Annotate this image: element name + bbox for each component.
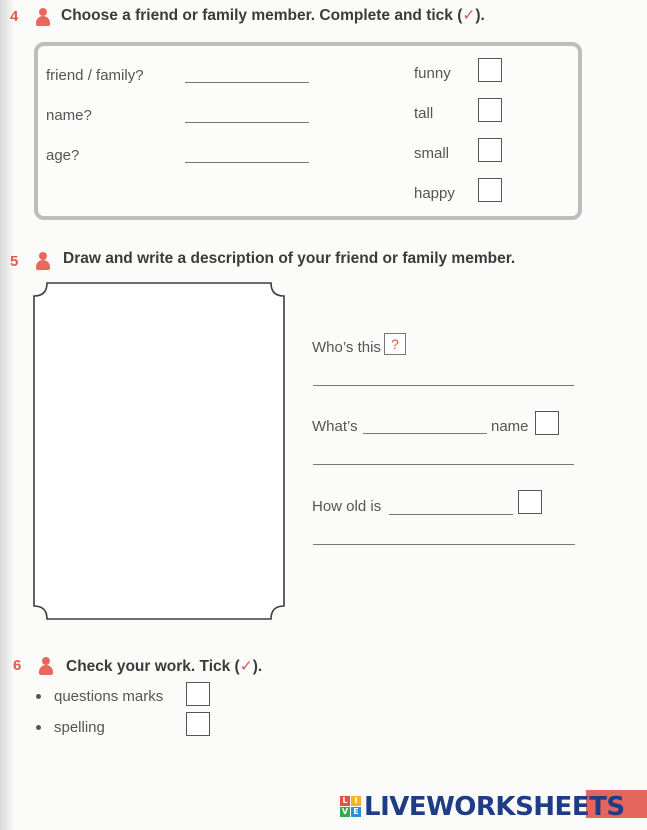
spelling-label: spelling [54, 719, 105, 736]
section-5-instruction: Draw and write a description of your friend or family member. [63, 250, 516, 267]
person-icon [35, 8, 51, 26]
happy-checkbox[interactable] [478, 178, 502, 202]
small-checkbox[interactable] [478, 138, 502, 162]
bullet-dot [36, 694, 41, 699]
small-label: small [414, 145, 450, 162]
question-marks-checkbox[interactable] [186, 682, 210, 706]
section-4-instruction-end: ). [475, 7, 485, 24]
liveworksheets-logo-icon: L I V E [340, 796, 362, 818]
page-edge-shadow [0, 0, 14, 830]
section-4-number: 4 [10, 8, 19, 25]
name-input[interactable] [185, 122, 309, 123]
tick-mark: ✓ [239, 658, 253, 675]
name-answer-line[interactable] [313, 464, 574, 465]
section-6-number: 6 [13, 657, 22, 674]
tall-checkbox[interactable] [478, 98, 502, 122]
how-old-blank-input[interactable] [389, 514, 513, 515]
spelling-checkbox[interactable] [186, 712, 210, 736]
whats-label: What’s [312, 418, 358, 435]
name-label: name? [46, 107, 92, 124]
question-mark-box: ? [384, 333, 406, 355]
age-input[interactable] [185, 162, 309, 163]
tick-mark: ✓ [462, 7, 476, 24]
whats-blank-input[interactable] [363, 433, 487, 434]
how-old-punctuation-box[interactable] [518, 490, 542, 514]
funny-checkbox[interactable] [478, 58, 502, 82]
whos-this-answer-line[interactable] [313, 385, 574, 386]
section-4-instruction [61, 6, 485, 25]
liveworksheets-logo-text: LIVEWORKSHEETS [364, 792, 625, 822]
funny-label: funny [414, 65, 451, 82]
bullet-dot [36, 725, 41, 730]
name-punctuation-box[interactable] [535, 411, 559, 435]
section-6-instruction-text: Check your work. Tick ( [66, 658, 240, 675]
section-5-number: 5 [10, 253, 19, 270]
age-label: age? [46, 147, 80, 164]
section-6-instruction [66, 657, 262, 676]
whos-this-label: Who’s this [312, 339, 381, 356]
how-old-is-label: How old is [312, 498, 382, 515]
section-4-instruction-text: Choose a friend or family member. Complete and tick ( [61, 7, 463, 24]
liveworksheets-logo [340, 792, 640, 822]
happy-label: happy [414, 185, 455, 202]
friend-family-input[interactable] [185, 82, 309, 83]
friend-family-label: friend / family? [46, 67, 144, 84]
person-icon [38, 657, 54, 675]
tall-label: tall [414, 105, 434, 122]
age-answer-line[interactable] [313, 544, 575, 545]
drawing-area[interactable] [33, 282, 285, 620]
person-icon [35, 252, 51, 270]
question-marks-label: questions marks [54, 688, 164, 705]
name-word-label: name [491, 418, 529, 435]
section-6-instruction-end: ). [252, 658, 263, 675]
